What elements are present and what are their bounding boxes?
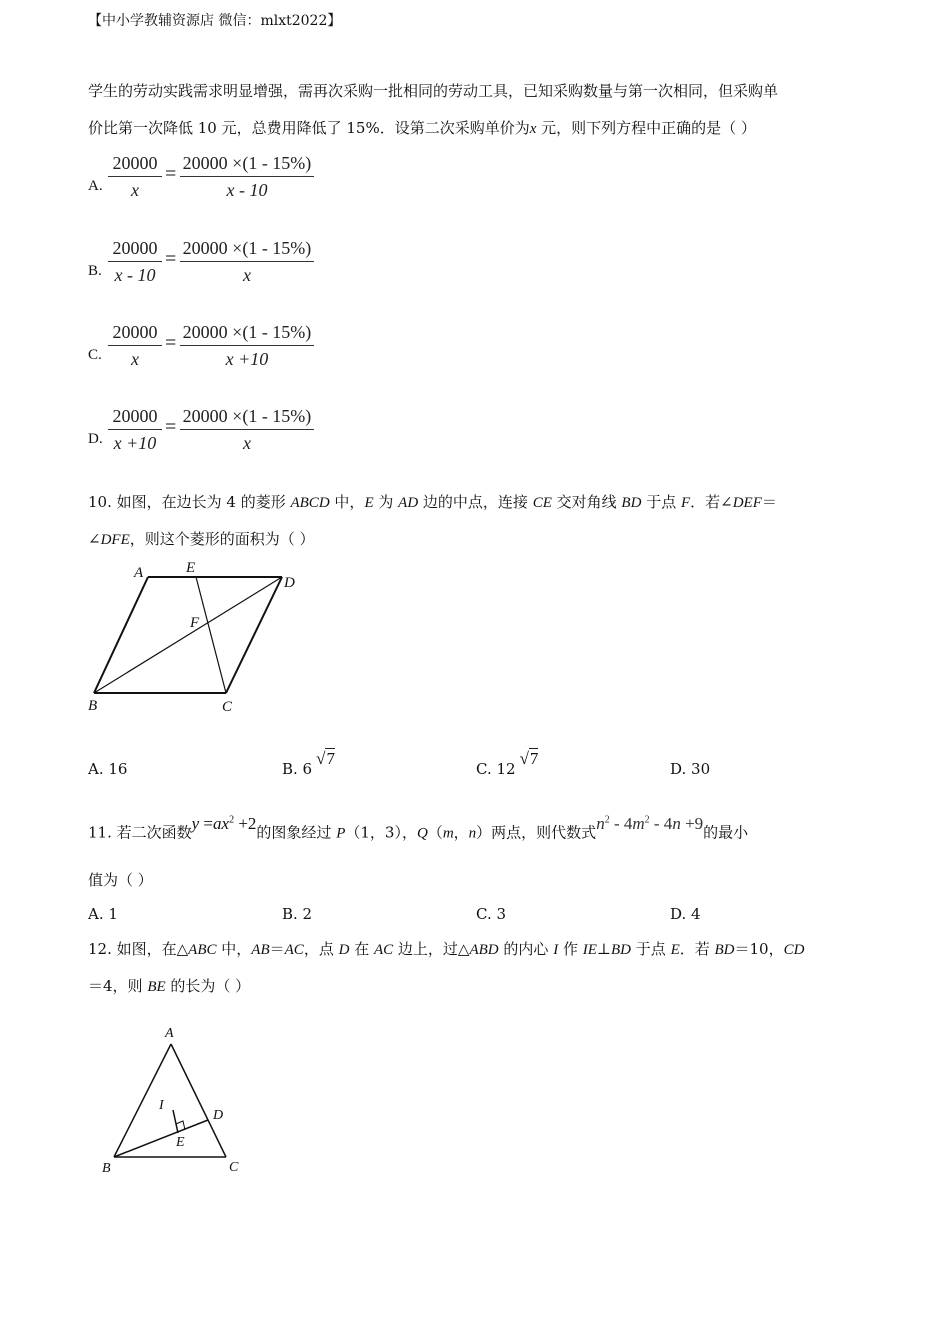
q10-dfe: DFE — [100, 532, 130, 548]
q10-rhombus-figure — [80, 555, 320, 720]
q11-option-b: B. 2 — [282, 905, 313, 923]
q12-ie: IE — [582, 942, 597, 958]
q11-expr-n: n — [596, 813, 605, 833]
q11-text-e: ， — [453, 823, 469, 842]
segment-ce — [196, 577, 226, 693]
q12-ac: AC — [284, 942, 304, 958]
q10-ce: CE — [532, 495, 552, 511]
q12-ab: AB — [251, 942, 270, 958]
q11-expr-exp1: 2 — [604, 814, 610, 825]
q9-option-letter: A. — [88, 178, 103, 194]
q9-var-x: x — [529, 121, 537, 137]
q9-line2-a: 价比第一次降低 10 元，总费用降低了 15%．设第二次采购单价为 — [88, 119, 530, 137]
q10-text-g: ．若∠ — [690, 493, 733, 511]
q10-text-end: ，则这个菱形的面积为（ ） — [129, 530, 315, 548]
right-fraction — [180, 319, 314, 372]
label-c: C — [222, 699, 233, 715]
left-numerator: 20000 — [112, 153, 158, 173]
q10-text-h: ＝ — [761, 493, 777, 511]
q12-abd: ABD — [469, 942, 499, 958]
left-denominator: x — [108, 176, 162, 203]
q12-e: E — [670, 942, 680, 958]
q10-option-c-label: C. 12 — [476, 760, 516, 778]
side-ab — [94, 577, 148, 693]
left-fraction — [108, 150, 162, 203]
q11-text-f: ）两点，则代数式 — [476, 823, 597, 842]
equals-sign: = — [165, 332, 177, 354]
left-numerator: 20000 — [112, 406, 158, 426]
q12-text-g: 的内心 — [498, 940, 554, 958]
q10-option-b — [282, 749, 335, 780]
q9-line2-b: 元，则下列方程中正确的是（ ） — [536, 119, 756, 137]
q10-text-d: 边的中点，连接 — [418, 493, 533, 511]
q12-perp: ⊥ — [596, 940, 612, 958]
left-numerator: 20000 — [112, 322, 158, 342]
q11-text-a: 11. 若二次函数 — [88, 823, 192, 842]
q10-f: F — [680, 495, 691, 511]
q12-d: D — [338, 942, 350, 958]
q9-option-equation — [108, 235, 328, 291]
q11-option-a: A. 1 — [88, 905, 118, 923]
left-numerator: 20000 — [112, 238, 158, 258]
right-numerator: 20000 ×(1 - 15%) — [182, 406, 312, 426]
q12-text-j: 于点 — [631, 940, 671, 958]
q11-q: Q — [416, 825, 428, 842]
equals-sign: = — [165, 416, 177, 438]
q12-line1 — [88, 938, 804, 961]
q12-abc: ABC — [188, 942, 217, 958]
left-denominator: x +10 — [108, 429, 162, 456]
q10-abcd: ABCD — [290, 495, 330, 511]
q10-text-c: 为 — [373, 493, 399, 511]
q10-option-a-label: A. 16 — [88, 760, 128, 778]
q9-option-equation — [108, 319, 328, 375]
label-d: D — [284, 575, 295, 591]
q12-text-c: ＝ — [269, 940, 285, 958]
q12-ac2: AC — [373, 942, 394, 958]
q12-cd: CD — [783, 942, 805, 958]
q11-text-b: 的图象经过 — [256, 823, 337, 842]
q11-expr-n2: n — [672, 813, 681, 833]
q12-be: BE — [147, 979, 166, 995]
label-a: A — [134, 565, 144, 581]
q10-option-d — [670, 758, 710, 780]
q11-n: n — [468, 825, 477, 842]
q11-m: m — [442, 825, 454, 842]
q11-text-g: 的最小 — [703, 823, 749, 842]
right-denominator: x - 10 — [180, 176, 314, 203]
q11-func-eq: = — [199, 813, 214, 833]
label-i: I — [159, 1098, 164, 1113]
q10-option-b-radicand: 7 — [326, 749, 335, 768]
q10-def: DEF — [732, 495, 762, 511]
q11-func-plus: +2 — [234, 813, 257, 833]
q10-e: E — [364, 495, 374, 511]
q12-line2 — [88, 975, 250, 998]
right-numerator: 20000 ×(1 - 15%) — [182, 153, 312, 173]
right-fraction — [180, 403, 314, 456]
q12-text-a: 12. 如图，在△ — [88, 940, 189, 958]
q12-text-f: 边上，过△ — [393, 940, 470, 958]
left-denominator: x - 10 — [108, 261, 162, 288]
q12-bd2: BD — [714, 942, 735, 958]
q11-func-exp: 2 — [229, 814, 235, 825]
q11-expression — [596, 814, 703, 833]
equals-sign: = — [165, 248, 177, 270]
q10-option-c-radicand: 7 — [529, 749, 539, 768]
right-denominator: x — [180, 261, 314, 288]
segment-ie — [173, 1110, 178, 1133]
q10-text-f: 于点 — [641, 493, 681, 511]
q9-option-letter: C. — [88, 347, 102, 363]
q9-option-letter: D. — [88, 431, 103, 447]
q10-option-a — [88, 758, 127, 780]
q12-text-d: ，点 — [303, 940, 339, 958]
q11-line1 — [88, 813, 749, 845]
label-b: B — [102, 1161, 111, 1176]
label-f: F — [190, 615, 200, 631]
left-fraction — [108, 403, 162, 456]
q12-triangle-figure — [95, 1020, 255, 1180]
q11-func-x: x — [221, 813, 230, 833]
q11-text-c: （1，3）， — [345, 823, 417, 842]
q11-function — [192, 814, 257, 833]
q11-expr-mid1: - 4 — [609, 813, 633, 833]
right-denominator: x +10 — [180, 345, 314, 372]
q10-text-a: 10. 如图，在边长为 4 的菱形 — [88, 493, 291, 511]
q9-option-equation — [108, 150, 328, 206]
q11-text-d: （ — [427, 823, 443, 842]
q11-func-a: a — [213, 813, 222, 833]
q10-line2 — [88, 528, 315, 551]
q12-text-e: 在 — [349, 940, 374, 958]
label-d: D — [213, 1108, 224, 1123]
q9-line2 — [88, 117, 756, 140]
left-fraction — [108, 235, 162, 288]
q11-option-c: C. 3 — [476, 905, 507, 923]
q12-text-m: ＝4，则 — [88, 977, 148, 995]
sqrt-icon: √7 — [316, 749, 335, 768]
q9-option-equation — [108, 403, 328, 459]
right-fraction — [180, 150, 314, 203]
q10-option-d-label: D. 30 — [670, 760, 711, 778]
right-numerator: 20000 ×(1 - 15%) — [182, 238, 312, 258]
q10-option-b-label: B. 6 — [282, 760, 313, 778]
q12-i: I — [553, 942, 559, 958]
q9-line1: 学生的劳动实践需求明显增强，需再次采购一批相同的劳动工具，已知采购数量与第一次相同，但采购单 — [88, 82, 779, 100]
q9-option-letter: B. — [88, 263, 102, 279]
q11-expr-exp2: 2 — [644, 814, 650, 825]
page-header: 【中小学教辅资源店 微信：mlxt2022】 — [88, 13, 342, 29]
equals-sign: = — [165, 163, 177, 185]
right-fraction — [180, 235, 314, 288]
left-fraction — [108, 319, 162, 372]
segment-bd — [114, 1120, 208, 1157]
q11-expr-mid2: - 4 — [649, 813, 673, 833]
q12-bd: BD — [611, 942, 632, 958]
label-e: E — [186, 560, 196, 576]
q11-func-y: y — [191, 813, 200, 833]
q10-angle: ∠ — [88, 530, 101, 548]
label-b: B — [88, 698, 98, 714]
q12-text-k: ．若 — [679, 940, 715, 958]
q11-p: P — [336, 825, 346, 842]
right-denominator: x — [180, 429, 314, 456]
sqrt-icon: √7 — [519, 749, 539, 768]
q11-expr-m: m — [632, 813, 645, 833]
q10-line1 — [88, 491, 777, 514]
q11-option-d: D. 4 — [670, 905, 701, 923]
q10-text-e: 交对角线 — [551, 493, 622, 511]
q10-ad: AD — [398, 495, 419, 511]
q12-text-h: 作 — [558, 940, 583, 958]
label-e: E — [176, 1135, 185, 1150]
left-denominator: x — [108, 345, 162, 372]
q10-bd: BD — [621, 495, 642, 511]
label-c: C — [229, 1160, 239, 1175]
q12-text-n: 的长为（ ） — [165, 977, 251, 995]
q12-text-b: 中， — [216, 940, 252, 958]
right-numerator: 20000 ×(1 - 15%) — [182, 322, 312, 342]
q11-line2: 值为（ ） — [88, 871, 153, 889]
q12-text-l: ＝10， — [734, 940, 784, 958]
label-a: A — [165, 1026, 174, 1041]
q11-expr-end: +9 — [680, 813, 704, 833]
q10-text-b: 中， — [329, 493, 365, 511]
q10-option-c — [476, 749, 539, 780]
